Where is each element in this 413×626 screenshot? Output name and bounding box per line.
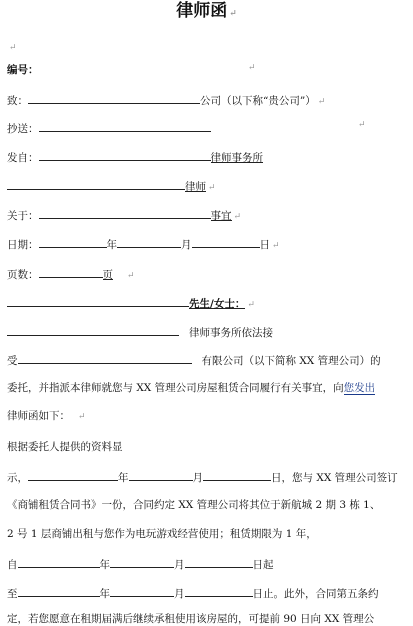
pages-blank [39, 266, 103, 278]
firm-text: 律师事务所依法接 [189, 327, 273, 339]
start-month-blank [110, 556, 174, 568]
term-end-line [7, 585, 379, 601]
paragraph-mark: ↵ [229, 9, 237, 19]
recipient-line [7, 92, 325, 109]
term-start-suffix: 日起 [252, 559, 274, 571]
term-end-prefix: 至 [7, 588, 18, 600]
client-suffix: 有限公司（以下简称 XX 管理公司）的 [201, 355, 381, 367]
document-title [0, 0, 413, 25]
client-blank [18, 352, 192, 364]
sign-day-blank [203, 469, 271, 481]
sign-year-label: 年 [118, 472, 129, 484]
start-year-blank [18, 556, 100, 568]
end-year-label: 年 [99, 588, 110, 600]
end-day-blank [185, 585, 253, 597]
recipient-label: 致： [7, 95, 28, 107]
entrust-link[interactable]: 您发出 [343, 382, 376, 394]
show-prefix: 示， [7, 472, 28, 484]
shop-line [7, 527, 317, 541]
recipient-blank [28, 92, 200, 104]
contract-text: 《商铺租赁合同书》一份，合同约定 XX 管理公司将其位于新航城 2 期 3 栋 1、 [7, 499, 381, 511]
contract-line [7, 498, 380, 512]
sender-label: 发自： [7, 152, 39, 164]
name-blank [7, 295, 189, 307]
basis-text: 根据委托人提供的资料显 [7, 441, 123, 453]
term-start-line [7, 556, 274, 572]
letter-intro-line [7, 409, 86, 424]
cc-blank [39, 120, 211, 132]
cc-label: 抄送： [7, 123, 39, 135]
entrust-text: 委托，并指派本律师就您与 XX 管理公司房屋租赁合同履行有关事宜，向 [7, 382, 344, 394]
pages-suffix: 页 [102, 269, 113, 281]
term-start-prefix: 自 [7, 559, 18, 571]
month-blank [117, 236, 181, 248]
end-month-blank [110, 585, 174, 597]
client-prefix: 受 [7, 355, 18, 367]
recipient-suffix: 公司（以下称“贵公司”） [200, 95, 316, 107]
subject-label: 关于： [7, 210, 39, 222]
sender-suffix: 律师事务所 [210, 152, 263, 164]
end-year-blank [18, 585, 100, 597]
salutation-text: 先生/女士： [189, 298, 246, 310]
paragraph-mark: ↵ [358, 120, 366, 130]
renewal-text: 定，若您愿意在租期届满后继续承租使用该房屋的，可提前 90 日向 XX 管理公 [7, 613, 375, 625]
start-day-blank [185, 556, 253, 568]
basis-line [7, 440, 123, 454]
sender-blank [39, 149, 211, 161]
sign-date-line [7, 469, 398, 485]
sign-month-label: 月 [192, 472, 203, 484]
term-end-suffix: 日止。此外，合同第五条约 [252, 588, 379, 600]
paragraph-mark: ↵ [208, 183, 216, 193]
entrust-line [7, 381, 375, 395]
subject-line [7, 207, 241, 224]
pages-line [7, 266, 135, 283]
year-blank [39, 236, 107, 248]
month-label: 月 [181, 239, 192, 251]
firm-line [7, 324, 273, 340]
number-field [7, 63, 39, 77]
sign-suffix: 日，您与 XX 管理公司签订 [271, 472, 398, 484]
pages-label: 页数： [7, 269, 39, 281]
start-month-label: 月 [174, 559, 185, 571]
paragraph-mark: ↵ [78, 412, 86, 422]
paragraph-mark: ↵ [272, 241, 280, 251]
paragraph-mark: ↵ [248, 63, 256, 73]
sign-year-blank [28, 469, 118, 481]
year-label: 年 [106, 239, 117, 251]
number-label: 编号： [7, 64, 39, 76]
cc-line [7, 120, 211, 136]
client-line [7, 352, 381, 368]
renewal-line [7, 612, 374, 626]
start-year-label: 年 [99, 559, 110, 571]
paragraph-mark: ↵ [233, 212, 242, 222]
sender-line [7, 149, 263, 165]
subject-blank [39, 207, 211, 219]
firm-blank [7, 324, 179, 336]
title-text: 律师函 [176, 1, 228, 21]
date-label: 日期： [7, 239, 39, 251]
day-blank [192, 236, 260, 248]
lawyer-blank [7, 178, 185, 190]
paragraph-mark: ↵ [317, 97, 326, 107]
paragraph-mark: ↵ [247, 300, 255, 310]
sign-month-blank [129, 469, 193, 481]
empty-line [7, 40, 17, 55]
subject-suffix: 事宜 [210, 210, 232, 222]
shop-text: 2 号 1 层商铺出租与您作为电玩游戏经营使用；租赁期限为 1 年， [7, 528, 317, 540]
lawyer-line [7, 178, 216, 195]
letter-intro-text: 律师函如下： [7, 410, 70, 422]
date-line [7, 236, 280, 253]
end-month-label: 月 [174, 588, 185, 600]
lawyer-suffix: 律师 [185, 181, 206, 193]
paragraph-mark: ↵ [127, 271, 135, 281]
day-label: 日 [259, 239, 270, 251]
paragraph-mark: ↵ [9, 43, 17, 53]
salutation-line [7, 295, 255, 312]
